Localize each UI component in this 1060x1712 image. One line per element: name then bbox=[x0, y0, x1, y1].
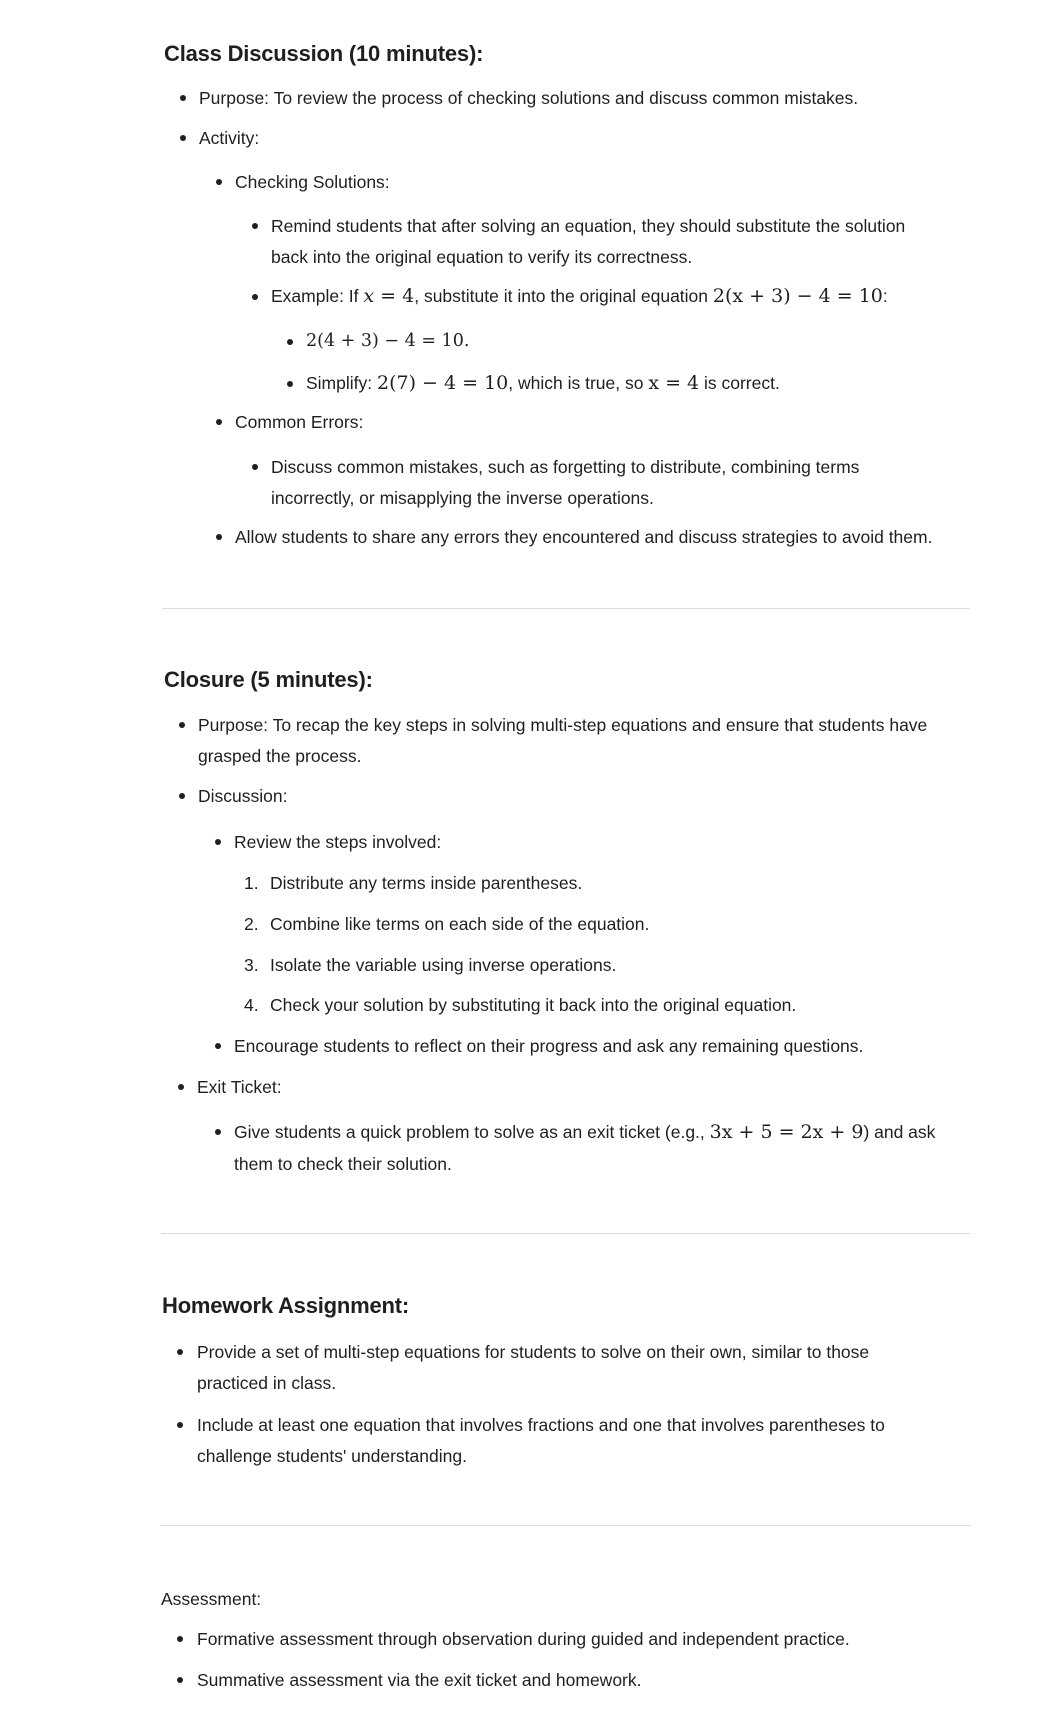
bullet bbox=[177, 1422, 183, 1428]
bullet bbox=[179, 793, 185, 799]
bullet bbox=[179, 722, 185, 728]
bullet bbox=[177, 1677, 183, 1683]
common-errors-label: Common Errors: bbox=[235, 412, 364, 432]
step-number: 3. bbox=[244, 955, 259, 975]
bullet bbox=[216, 419, 222, 425]
bullet bbox=[178, 1084, 184, 1090]
exit-ticket-label: Exit Ticket: bbox=[197, 1077, 282, 1097]
divider bbox=[161, 1233, 970, 1234]
step-number: 2. bbox=[244, 914, 259, 934]
section-heading-closure: Closure (5 minutes): bbox=[164, 667, 373, 692]
section-heading-assessment: Assessment: bbox=[161, 1589, 262, 1609]
bullet bbox=[180, 135, 186, 141]
bullet bbox=[216, 534, 222, 540]
bullet bbox=[252, 223, 258, 229]
step-text: Isolate the variable using inverse operations. bbox=[270, 955, 617, 975]
divider bbox=[160, 1525, 970, 1526]
bullet bbox=[216, 179, 222, 185]
exit-ticket-text-line1: Give students a quick problem to solve as an exit ticket (e.g., 3x + 5 = 2x + 9) and ask bbox=[234, 1121, 936, 1143]
section-heading-class-discussion: Class Discussion (10 minutes): bbox=[164, 41, 484, 66]
bullet bbox=[252, 294, 258, 300]
exit-ticket-text-line2: them to check their solution. bbox=[234, 1154, 452, 1174]
bullet bbox=[215, 1043, 221, 1049]
step-text: Check your solution by substituting it back into the original equation. bbox=[270, 995, 797, 1015]
review-steps-label: Review the steps involved: bbox=[234, 832, 442, 852]
errors-text-line2: incorrectly, or misapplying the inverse operations. bbox=[271, 488, 654, 508]
assessment-item2: Summative assessment via the exit ticket and homework. bbox=[197, 1670, 642, 1690]
bullet bbox=[287, 381, 293, 387]
section-heading-homework: Homework Assignment: bbox=[162, 1293, 410, 1318]
homework-item1-line2: practiced in class. bbox=[197, 1373, 337, 1393]
step-number: 4. bbox=[244, 995, 259, 1015]
activity-label: Activity: bbox=[199, 128, 260, 148]
bullet bbox=[252, 464, 258, 470]
exit-ticket-equation: 3x + 5 = 2x + 9 bbox=[709, 1121, 864, 1143]
checking-solutions-label: Checking Solutions: bbox=[235, 172, 390, 192]
errors-text-line1: Discuss common mistakes, such as forgetting to distribute, combining terms bbox=[271, 457, 860, 477]
encourage-text: Encourage students to reflect on their progress and ask any remaining questions. bbox=[234, 1036, 864, 1056]
step-number: 1. bbox=[244, 873, 259, 893]
closure-purpose-line1: Purpose: To recap the key steps in solving multi-step equations and ensure that students have bbox=[198, 715, 928, 735]
substitution-equation: 2(4 + 3) − 4 = 10. bbox=[306, 331, 470, 351]
step-text: Combine like terms on each side of the equation. bbox=[270, 914, 650, 934]
bullet bbox=[177, 1636, 183, 1642]
remind-text-line1: Remind students that after solving an equation, they should substitute the solution bbox=[271, 216, 906, 236]
bullet bbox=[215, 1129, 221, 1135]
remind-text-line2: back into the original equation to verify its correctness. bbox=[271, 247, 693, 267]
divider bbox=[162, 608, 970, 609]
homework-item2-line2: challenge students' understanding. bbox=[197, 1446, 467, 1466]
example-equation: 2(x + 3) − 4 = 10 bbox=[712, 285, 883, 307]
step-text: Distribute any terms inside parentheses. bbox=[270, 873, 583, 893]
simplify-text: Simplify: 2(7) − 4 = 10, which is true, so x = 4 is correct. bbox=[306, 372, 780, 394]
homework-item1-line1: Provide a set of multi-step equations for students to solve on their own, similar to those bbox=[197, 1342, 870, 1362]
share-errors-text: Allow students to share any errors they encountered and discuss strategies to avoid them. bbox=[235, 527, 933, 547]
purpose-text: Purpose: To review the process of checking solutions and discuss common mistakes. bbox=[199, 88, 859, 108]
bullet bbox=[287, 339, 293, 345]
homework-item2-line1: Include at least one equation that involves fractions and one that involves parentheses to bbox=[197, 1415, 885, 1435]
bullet bbox=[215, 839, 221, 845]
bullet bbox=[177, 1349, 183, 1355]
closure-purpose-line2: grasped the process. bbox=[198, 746, 362, 766]
example-text: Example: If x = 4, substitute it into the original equation 2(x + 3) − 4 = 10: bbox=[271, 285, 888, 307]
assessment-item1: Formative assessment through observation during guided and independent practice. bbox=[197, 1629, 850, 1649]
discussion-label: Discussion: bbox=[198, 786, 288, 806]
bullet bbox=[180, 95, 186, 101]
